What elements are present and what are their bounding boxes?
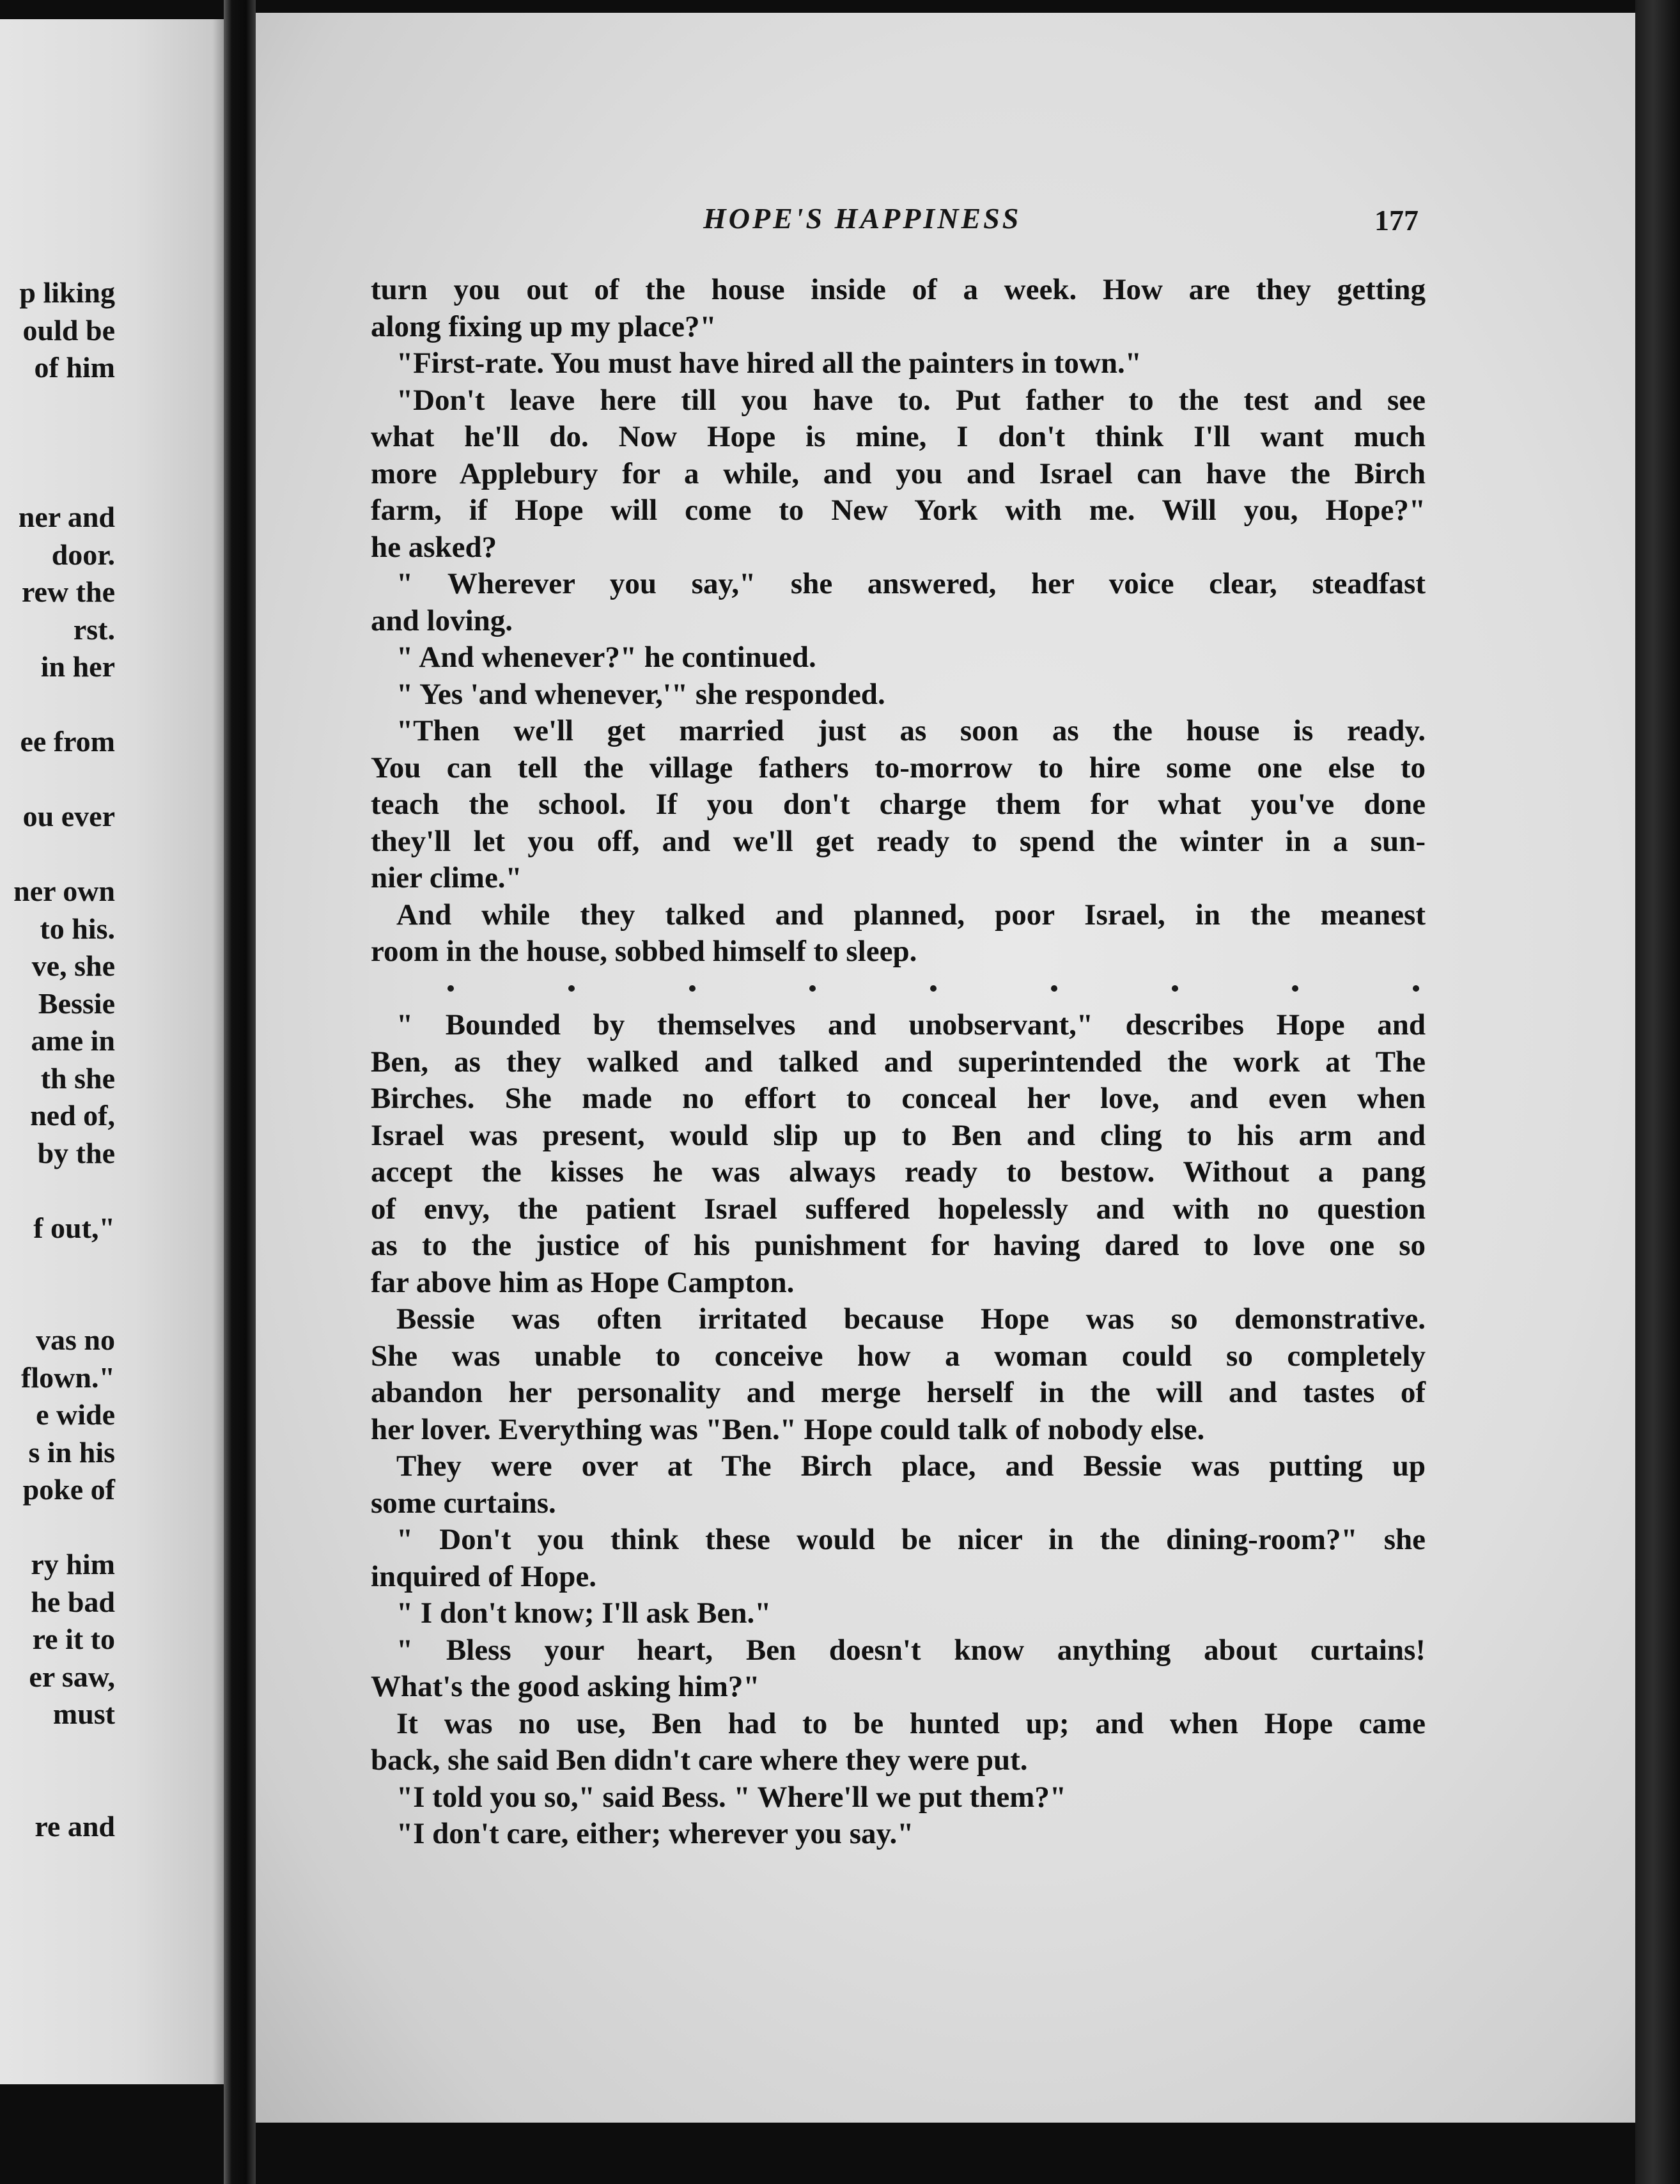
left-facing-page — [0, 19, 224, 2084]
left-page-line: poke of — [22, 1473, 115, 1506]
text-line: It was no use, Ben had to be hunted up; and when Hope came — [396, 1706, 1426, 1740]
text-line: and loving. — [371, 604, 513, 637]
text-line: " Don't you think these would be nicer in the dining-room?" she — [396, 1523, 1426, 1556]
text-line: what he'll do. Now Hope is mine, I don't think I'll want much — [371, 420, 1426, 453]
text-line: some curtains. — [371, 1486, 556, 1520]
section-break-dot — [1413, 985, 1419, 992]
text-line: You can tell the village fathers to-morrow to hire some one else to — [371, 751, 1426, 784]
text-line: as to the justice of his punishment for having dared to love one so — [371, 1229, 1426, 1262]
left-page-line: he bad — [31, 1585, 115, 1618]
left-page-line: re it to — [32, 1623, 115, 1655]
text-line: they'll let you off, and we'll get ready to spend the winter in a sun- — [371, 824, 1426, 858]
left-page-line: th she — [40, 1061, 115, 1095]
left-page-line: f out," — [33, 1211, 115, 1244]
page-edge — [1635, 0, 1680, 2184]
text-line: room in the house, sobbed himself to sleep. — [371, 935, 917, 968]
left-page-line: door. — [51, 538, 115, 571]
left-page-line: ner and — [18, 501, 115, 533]
text-line: "I don't care, either; wherever you say." — [396, 1817, 914, 1850]
text-line: " And whenever?" he continued. — [396, 641, 816, 674]
text-line: her lover. Everything was "Ben." Hope could talk of nobody else. — [371, 1412, 1205, 1446]
left-page-line: Bessie — [38, 987, 115, 1020]
text-line: " Bless your heart, Ben doesn't know anything about curtains! — [396, 1633, 1426, 1667]
left-page-line: ve, she — [31, 949, 115, 982]
text-line: Israel was present, would slip up to Ben and cling to his arm and — [371, 1118, 1426, 1152]
text-line: abandon her personality and merge herself in the will and tastes of — [371, 1376, 1426, 1409]
left-page-line: flown." — [21, 1361, 115, 1394]
text-line: inquired of Hope. — [371, 1559, 597, 1593]
section-break — [371, 971, 1426, 1008]
text-line: teach the school. If you don't charge them for what you've done — [371, 788, 1426, 821]
section-break-dot — [809, 985, 816, 992]
left-page-line: ame in — [31, 1024, 115, 1057]
left-page-line: ould be — [22, 313, 115, 347]
text-line: "I told you so," said Bess. " Where'll we put them?" — [396, 1780, 1066, 1814]
text-line: Bessie was often irritated because Hope was so demonstrative. — [396, 1302, 1426, 1336]
text-line: of envy, the patient Israel suffered hopelessly and with no question — [371, 1192, 1426, 1226]
section-break-dot — [1172, 985, 1178, 992]
left-page-line: p liking — [19, 276, 115, 309]
left-page-line: to his. — [40, 912, 115, 945]
left-page-line: ou ever — [22, 800, 115, 832]
text-line: " Wherever you say," she answered, her voice clear, steadfast — [396, 567, 1426, 600]
section-break-dot — [930, 985, 937, 992]
left-page-line: of him — [34, 351, 115, 384]
section-break-dot — [1051, 985, 1057, 992]
text-line: What's the good asking him?" — [371, 1670, 760, 1703]
text-line: "Don't leave here till you have to. Put father to the test and see — [396, 383, 1426, 417]
left-page-line: in her — [40, 650, 115, 683]
section-break-dot — [447, 985, 454, 992]
section-break-dot — [568, 985, 575, 992]
section-break-dot — [1292, 985, 1298, 992]
text-line: They were over at The Birch place, and Bessie was putting up — [396, 1449, 1426, 1483]
text-section-2 — [371, 1007, 1426, 1853]
left-page-line: ry him — [31, 1548, 115, 1580]
text-line: farm, if Hope will come to New York with me. Will you, Hope?" — [371, 494, 1426, 527]
left-page-line: by the — [37, 1136, 115, 1169]
left-page-line: ner own — [13, 875, 115, 907]
text-line: "Then we'll get married just as soon as the house is ready. — [396, 714, 1426, 747]
text-line: accept the kisses he was always ready to bestow. Without a pang — [371, 1155, 1426, 1189]
text-line: " Yes 'and whenever,'" she responded. — [396, 677, 885, 711]
text-line: more Applebury for a while, and you and Israel can have the Birch — [371, 456, 1426, 490]
left-page-line: re and — [35, 1809, 115, 1843]
left-page-line: rew the — [21, 575, 115, 608]
left-page-text — [0, 19, 224, 2084]
text-line: "First-rate. You must have hired all the painters in town." — [396, 347, 1142, 380]
left-page-line: ned of, — [30, 1099, 115, 1132]
text-line: far above him as Hope Campton. — [371, 1265, 795, 1299]
text-line: " Bounded by themselves and unobservant," describes Hope and — [396, 1008, 1426, 1041]
text-line: And while they talked and planned, poor Israel, in the meanest — [396, 898, 1426, 932]
left-page-line: rst. — [73, 612, 115, 646]
text-line: " I don't know; I'll ask Ben." — [396, 1596, 772, 1630]
left-page-line: e wide — [36, 1398, 115, 1431]
body-text — [371, 272, 1426, 1853]
text-line: turn you out of the house inside of a week. How are they getting — [371, 273, 1426, 306]
left-page-line: must — [52, 1697, 115, 1730]
text-section-1 — [371, 272, 1426, 971]
page-number: 177 — [1374, 204, 1419, 237]
text-line: he asked? — [371, 530, 497, 564]
left-page-line: er saw, — [29, 1660, 115, 1693]
text-line: back, she said Ben didn't care where they were put. — [371, 1743, 1028, 1777]
text-line: Ben, as they walked and talked and superintended the work at The — [371, 1045, 1426, 1079]
text-line: She was unable to conceive how a woman could so completely — [371, 1339, 1426, 1373]
left-page-line: ee from — [20, 725, 115, 758]
section-break-dot — [689, 985, 696, 992]
book-gutter — [224, 0, 256, 2184]
left-page-line: vas no — [36, 1323, 115, 1356]
running-head: HOPE'S HAPPINESS — [703, 202, 1022, 235]
text-line: along fixing up my place?" — [371, 309, 717, 343]
left-page-line: s in his — [28, 1435, 115, 1469]
text-line: Birches. She made no effort to conceal her love, and even when — [371, 1082, 1426, 1115]
text-line: nier clime." — [371, 861, 522, 894]
